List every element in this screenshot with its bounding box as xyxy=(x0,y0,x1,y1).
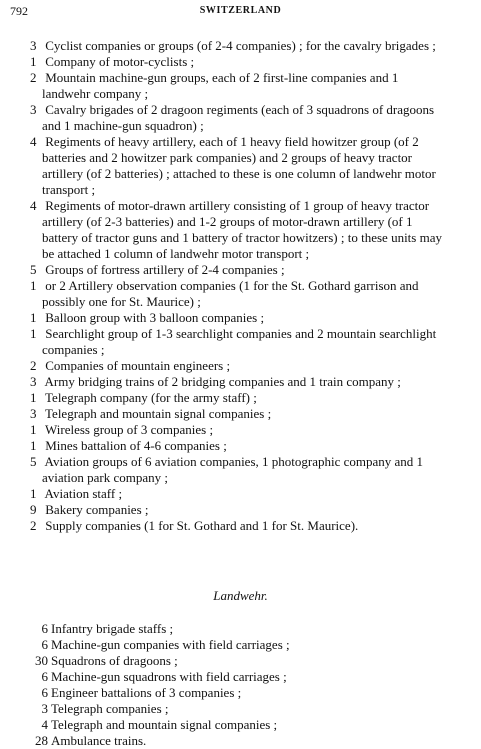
entry-number: 6 xyxy=(41,637,48,652)
list-entry xyxy=(0,518,481,534)
entry-text: Engineer battalions of 3 companies ; xyxy=(51,685,242,700)
list-entry xyxy=(0,326,481,358)
entry-number: 1 xyxy=(30,310,37,325)
list-entry xyxy=(0,358,481,374)
entry-text: Aviation groups of 6 aviation companies, 1 photographic company and 1 aviation park company ; xyxy=(42,454,424,485)
entry-text: Ambulance trains. xyxy=(51,733,147,748)
entry-text: Supply companies (1 for St. Gothard and 1 for St. Maurice). xyxy=(45,518,359,533)
list-entry xyxy=(0,502,481,518)
entry-text: Aviation staff ; xyxy=(44,486,123,501)
page-number: 792 xyxy=(10,4,28,18)
list-entry xyxy=(0,406,481,422)
entry-number: 1 xyxy=(30,422,37,437)
list-entry xyxy=(0,374,481,390)
entry-text: or 2 Artillery observation companies (1 for the St. Gothard garrison and possibly one for St. Maurice) ; xyxy=(42,278,419,309)
list-entry xyxy=(0,621,481,637)
entry-number: 3 xyxy=(41,701,48,716)
entry-number: 3 xyxy=(30,406,37,421)
list-entry xyxy=(0,102,481,134)
entry-text: Telegraph companies ; xyxy=(51,701,169,716)
entry-number: 4 xyxy=(41,717,48,732)
list-entry xyxy=(0,54,481,70)
entry-number: 1 xyxy=(30,54,37,69)
entry-number: 4 xyxy=(30,198,37,213)
entry-number: 6 xyxy=(41,669,48,684)
entry-number: 2 xyxy=(30,358,37,373)
list-entry xyxy=(0,70,481,102)
entry-number: 4 xyxy=(30,134,37,149)
entry-text: Balloon group with 3 balloon companies ; xyxy=(45,310,265,325)
entry-text: Telegraph and mountain signal companies ; xyxy=(51,717,278,732)
entry-number: 5 xyxy=(30,262,37,277)
entry-text: Groups of fortress artillery of 2-4 companies ; xyxy=(45,262,285,277)
entry-number: 3 xyxy=(30,374,37,389)
landwehr-list xyxy=(0,621,481,749)
list-entry xyxy=(0,454,481,486)
entry-number: 3 xyxy=(30,38,37,53)
list-entry xyxy=(0,701,481,717)
list-entry xyxy=(0,669,481,685)
list-entry xyxy=(0,134,481,198)
entry-text: Infantry brigade staffs ; xyxy=(51,621,174,636)
entry-number: 9 xyxy=(30,502,37,517)
entry-number: 1 xyxy=(30,390,37,405)
entry-text: Companies of mountain engineers ; xyxy=(45,358,231,373)
list-entry xyxy=(0,310,481,326)
list-entry xyxy=(0,262,481,278)
entry-number: 2 xyxy=(30,518,37,533)
entry-text: Cavalry brigades of 2 dragoon regiments (each of 3 squadrons of dragoons and 1 machine-gun squadron) ; xyxy=(42,102,435,133)
list-entry xyxy=(0,653,481,669)
entry-text: Searchlight group of 1-3 searchlight companies and 2 mountain searchlight companies ; xyxy=(42,326,437,357)
list-entry xyxy=(0,733,481,749)
entry-number: 1 xyxy=(30,486,37,501)
entry-number: 28 xyxy=(35,733,48,748)
entry-number: 2 xyxy=(30,70,37,85)
list-entry xyxy=(0,390,481,406)
entry-number: 1 xyxy=(30,278,37,293)
list-entry xyxy=(0,717,481,733)
entry-text: Regiments of motor-drawn artillery consisting of 1 group of heavy tractor artillery (of 2-3 batteries) and 1-2 groups of motor-drawn artillery (of 1 battery of tractor guns and 1 battery of tractor howitzers) ; to these units may be attached 1 column of landwehr motor transport ; xyxy=(42,198,442,261)
entry-text: Machine-gun squadrons with field carriages ; xyxy=(51,669,287,684)
page-header xyxy=(0,4,481,24)
entry-text: Regiments of heavy artillery, each of 1 heavy field howitzer group (of 2 batteries and 2 howitzer park companies) and 2 groups of heavy tractor artillery (of 2 batteries) ; attached to these is one column of landwehr motor transport ; xyxy=(42,134,436,197)
list-entry xyxy=(0,486,481,502)
entry-number: 30 xyxy=(35,653,48,668)
entry-text: Wireless group of 3 companies ; xyxy=(45,422,214,437)
entry-text: Mountain machine-gun groups, each of 2 first-line companies and 1 landwehr company ; xyxy=(42,70,399,101)
entry-text: Telegraph company (for the army staff) ; xyxy=(45,390,257,405)
entry-number: 1 xyxy=(30,326,37,341)
entry-text: Mines battalion of 4-6 companies ; xyxy=(45,438,227,453)
running-head: SWITZERLAND xyxy=(199,5,282,16)
entry-number: 3 xyxy=(30,102,37,117)
list-entry xyxy=(0,438,481,454)
list-entry xyxy=(0,637,481,653)
list-entry xyxy=(0,38,481,54)
entry-number: 5 xyxy=(30,454,37,469)
entry-text: Cyclist companies or groups (of 2-4 companies) ; for the cavalry brigades ; xyxy=(45,38,436,53)
entry-text: Bakery companies ; xyxy=(45,502,149,517)
entry-text: Company of motor-cyclists ; xyxy=(45,54,195,69)
list-entry xyxy=(0,198,481,262)
entry-number: 6 xyxy=(41,685,48,700)
unit-list xyxy=(0,38,481,534)
entry-text: Squadrons of dragoons ; xyxy=(51,653,178,668)
list-entry xyxy=(0,685,481,701)
entry-text: Army bridging trains of 2 bridging companies and 1 train company ; xyxy=(44,374,401,389)
list-entry xyxy=(0,422,481,438)
entry-number: 1 xyxy=(30,438,37,453)
entry-number: 6 xyxy=(41,621,48,636)
landwehr-heading: Landwehr. xyxy=(213,588,268,603)
entry-text: Machine-gun companies with field carriages ; xyxy=(51,637,290,652)
entry-text: Telegraph and mountain signal companies ; xyxy=(45,406,272,421)
list-entry xyxy=(0,278,481,310)
